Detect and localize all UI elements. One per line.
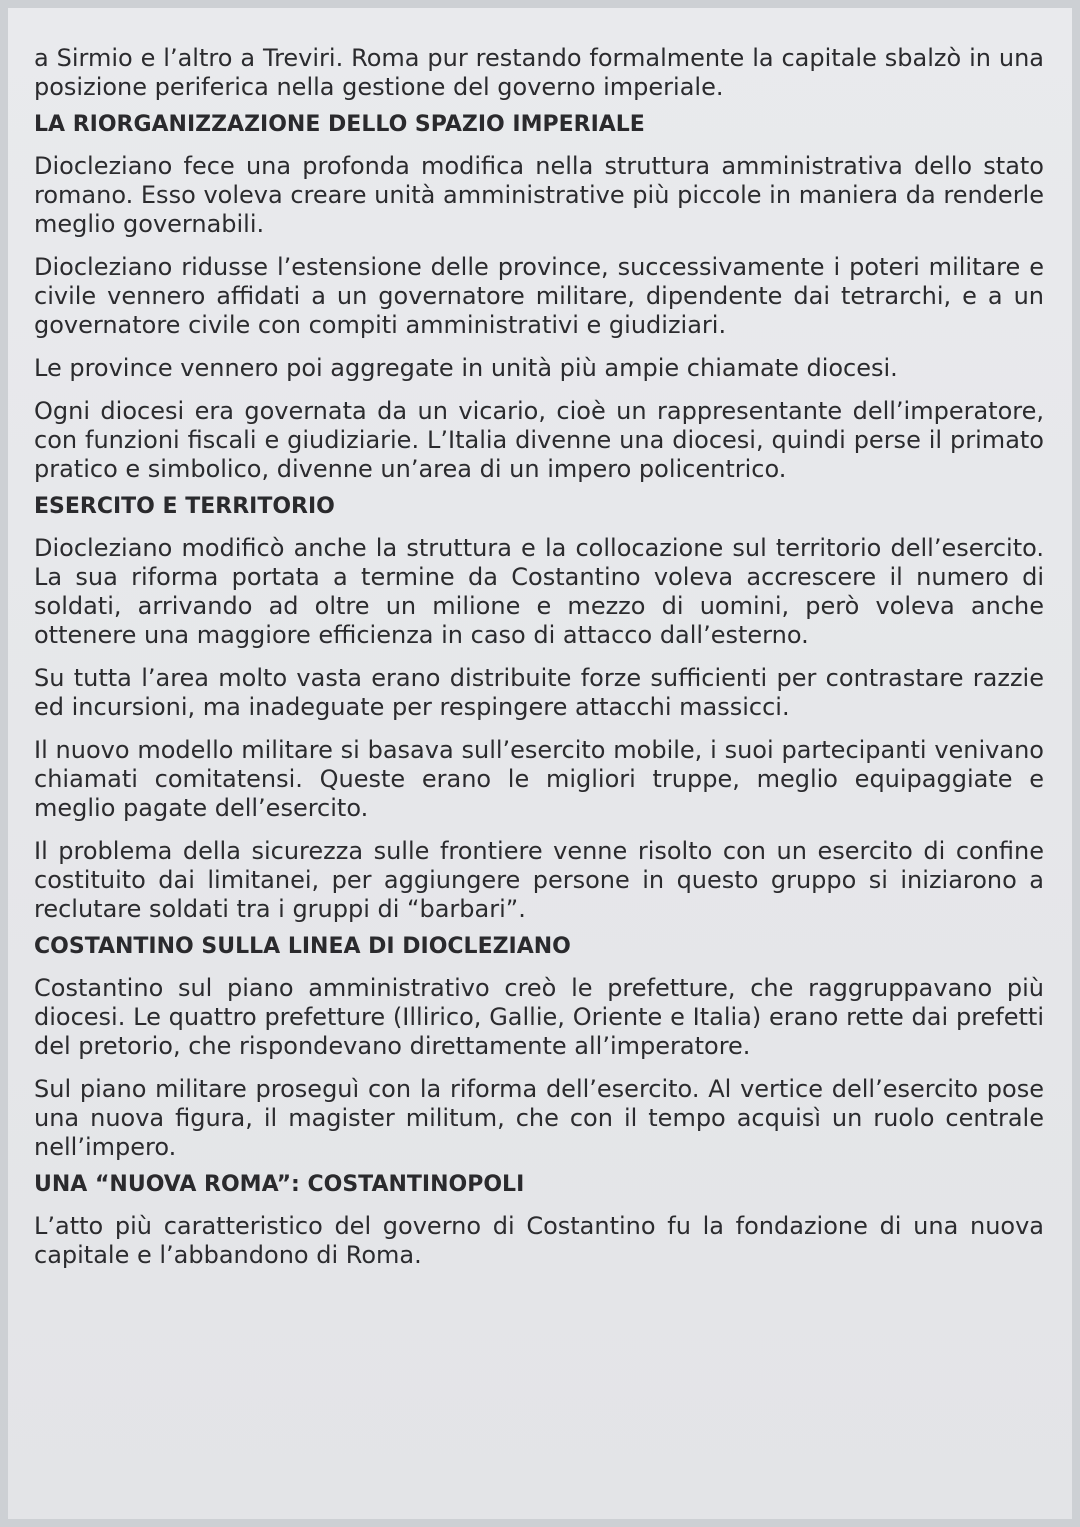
heading-esercito-territorio: ESERCITO E TERRITORIO [34, 494, 335, 519]
paragraph-riforma-esercito: Diocleziano modificò anche la struttura e la collocazione sul territorio dell’esercito. La sua riforma portata a termine da Costantino voleva accrescere il numero di soldati, arrivando ad oltre un milione e mezzo di uomini, però voleva anche ottenere una maggiore efficienza in caso di attacco dall’esterno. [34, 534, 1044, 649]
paragraph-nuova-capitale: L’atto più caratteristico del governo di Costantino fu la fondazione di una nuova capitale e l’abbandono di Roma. [34, 1212, 1044, 1269]
paragraph-riforma-amministrativa: Diocleziano fece una profonda modifica nella struttura amministrativa dello stato romano. Esso voleva creare unità amministrative più piccole in maniera da renderle meglio governabili. [34, 152, 1044, 238]
paragraph-province: Diocleziano ridusse l’estensione delle province, successivamente i poteri militare e civile vennero affidati a un governatore militare, dipendente dai tetrarchi, e a un governatore civile con compiti amministrativi e giudiziari. [34, 253, 1044, 339]
paragraph-intro: a Sirmio e l’altro a Treviri. Roma pur restando formalmente la capitale sbalzò in una posizione periferica nella gestione del governo imperiale. [34, 44, 1044, 101]
paragraph-forze: Su tutta l’area molto vasta erano distribuite forze sufficienti per contrastare razzie ed incursioni, ma inadeguate per respingere attacchi massicci. [34, 664, 1044, 721]
heading-riorganizzazione: LA RIORGANIZZAZIONE DELLO SPAZIO IMPERIALE [34, 112, 645, 137]
paragraph-magister-militum: Sul piano militare proseguì con la riforma dell’esercito. Al vertice dell’esercito pose una nuova figura, il magister militum, che con il tempo acquisì un ruolo centrale nell’impero. [34, 1075, 1044, 1161]
paragraph-prefetture: Costantino sul piano amministrativo creò le prefetture, che raggruppavano più diocesi. Le quattro prefetture (Illirico, Gallie, Oriente e Italia) erano rette dai prefetti del pretorio, che rispondevano direttamente all’imperatore. [34, 974, 1044, 1060]
document-page [8, 8, 1072, 1519]
paragraph-limitanei: Il problema della sicurezza sulle frontiere venne risolto con un esercito di confine costituito dai limitanei, per aggiungere persone in questo gruppo si iniziarono a reclutare soldati tra i gruppi di “barbari”. [34, 837, 1044, 923]
paragraph-comitatensi: Il nuovo modello militare si basava sull’esercito mobile, i suoi partecipanti venivano chiamati comitatensi. Queste erano le migliori truppe, meglio equipaggiate e meglio pagate dell’esercito. [34, 736, 1044, 822]
heading-costantinopoli: UNA “NUOVA ROMA”: COSTANTINOPOLI [34, 1172, 525, 1197]
heading-costantino: COSTANTINO SULLA LINEA DI DIOCLEZIANO [34, 934, 571, 959]
paragraph-diocesi: Le province vennero poi aggregate in unità più ampie chiamate diocesi. [34, 354, 898, 382]
paragraph-vicario: Ogni diocesi era governata da un vicario, cioè un rappresentante dell’imperatore, con funzioni fiscali e giudiziarie. L’Italia divenne una diocesi, quindi perse il primato pratico e simbolico, divenne un’area di un impero policentrico. [34, 397, 1044, 483]
